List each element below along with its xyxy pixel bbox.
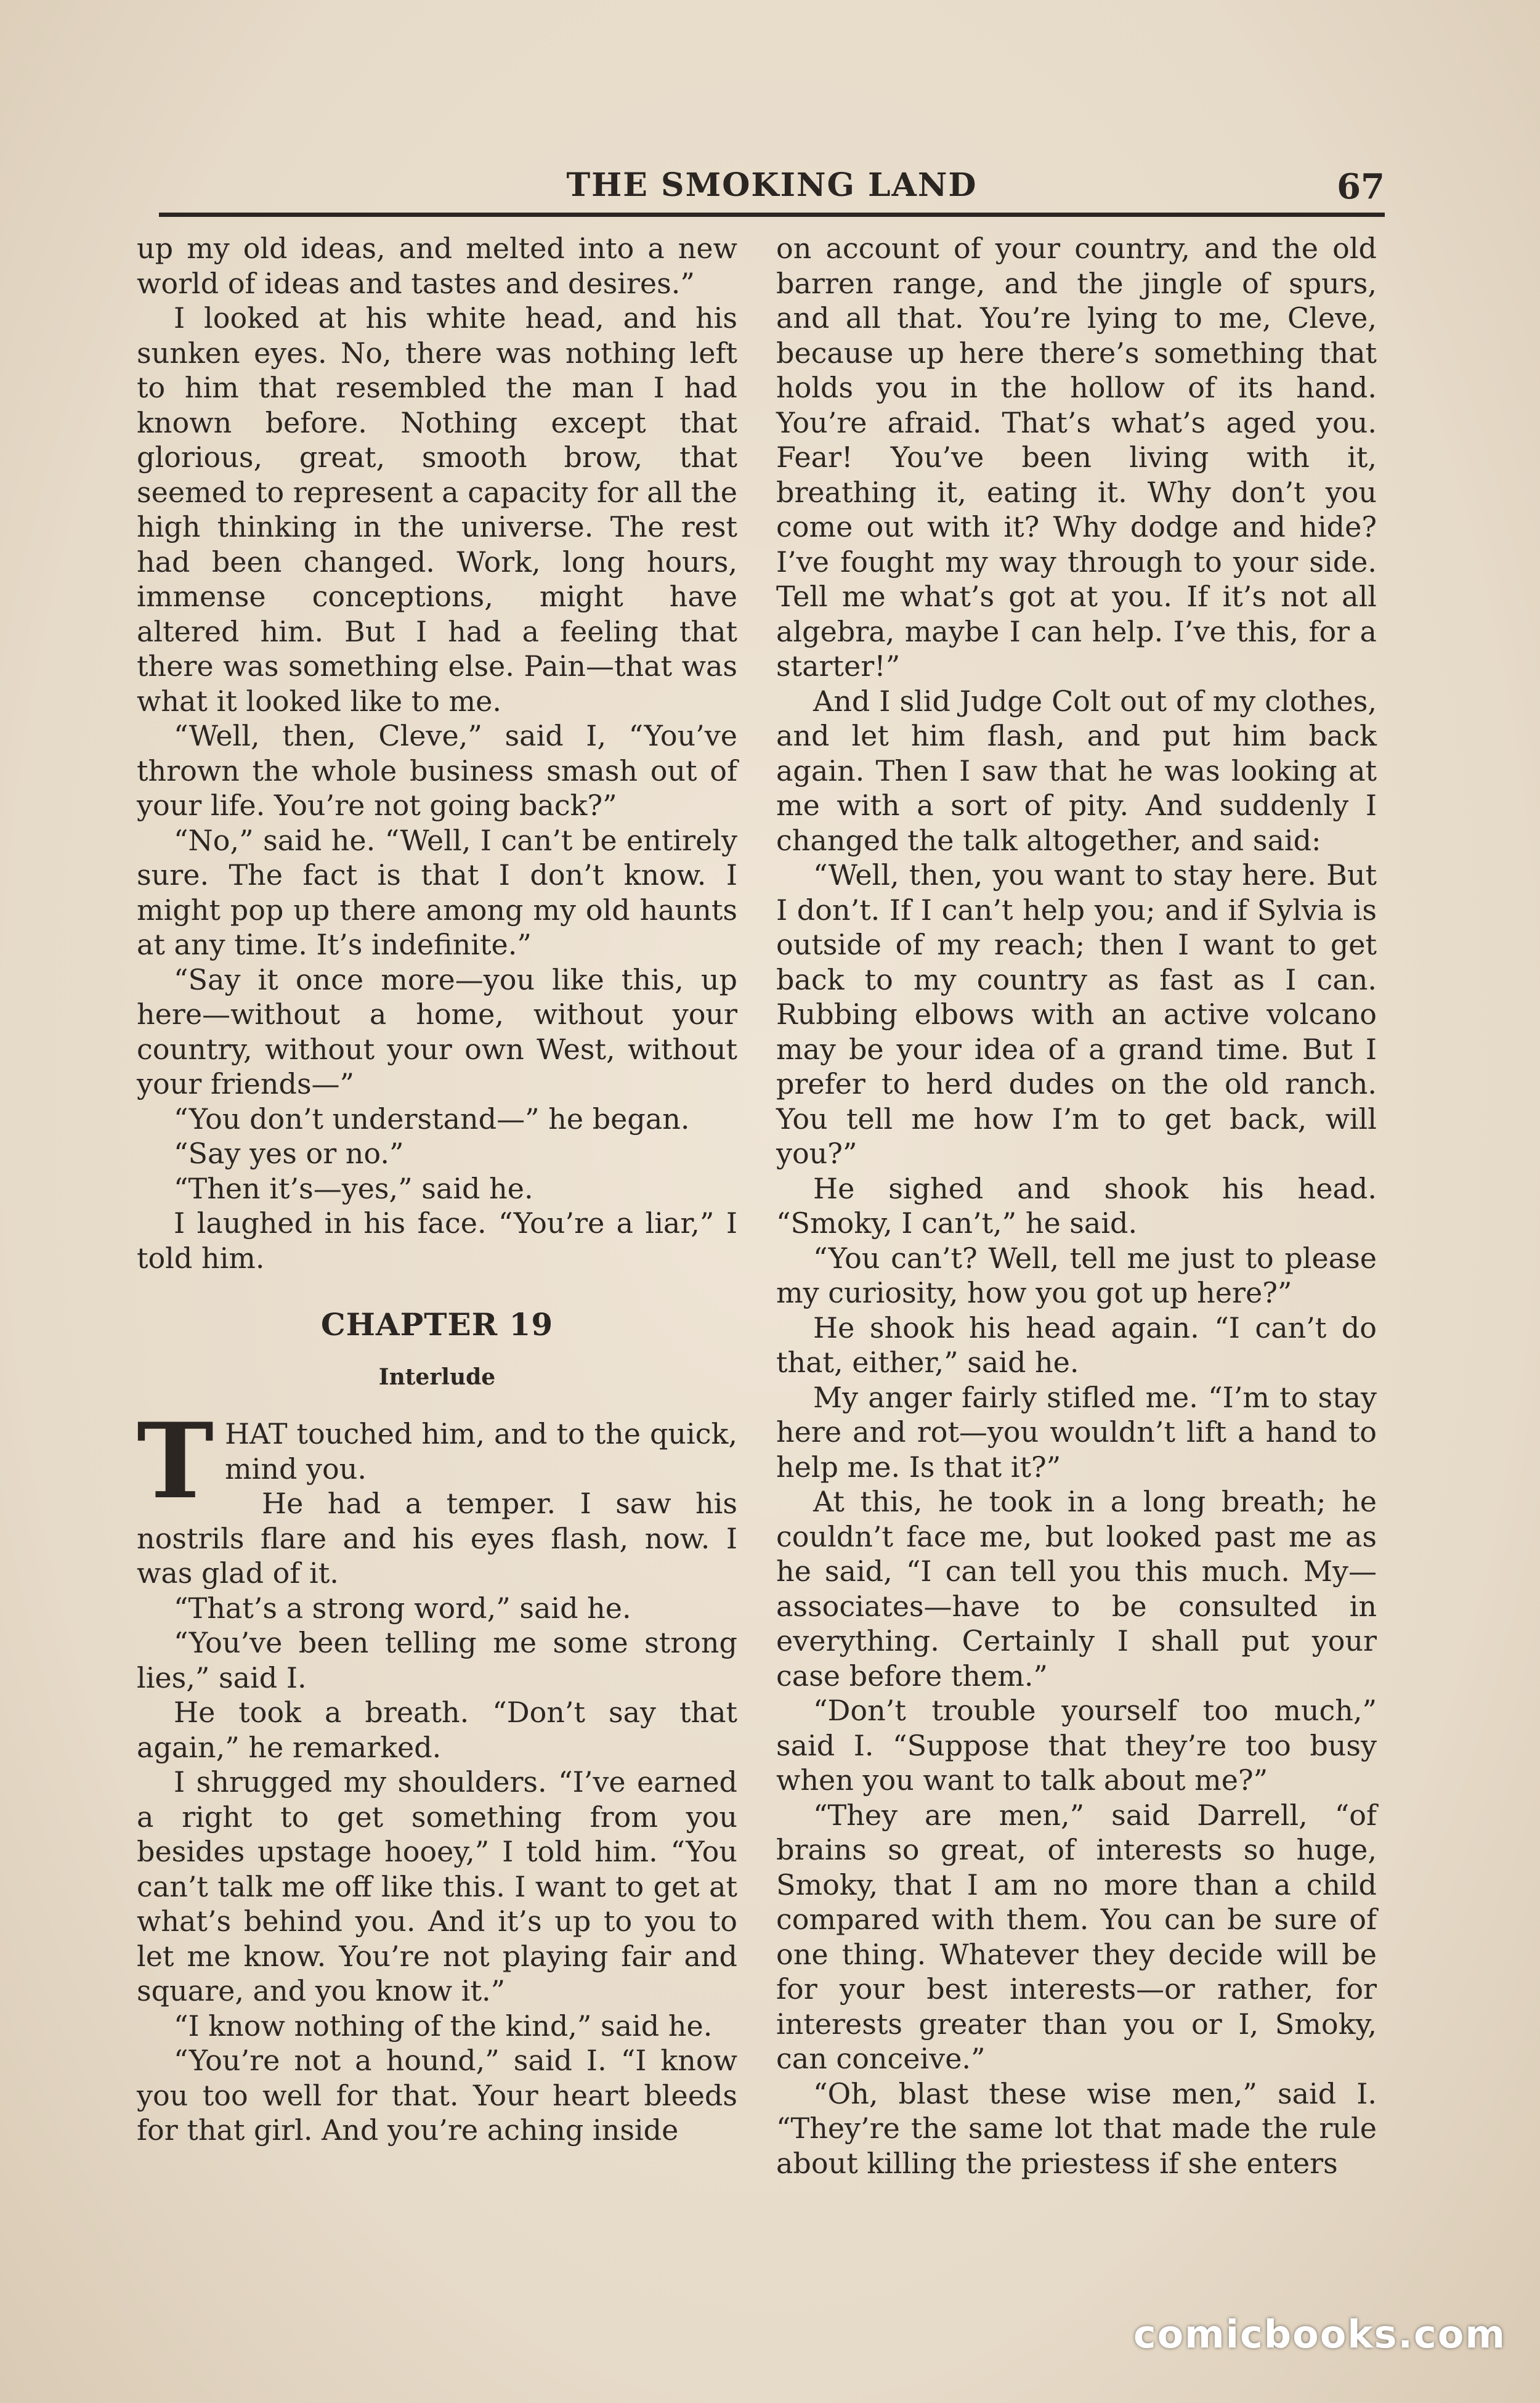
paragraph: “Say yes or no.”: [174, 1137, 404, 1170]
paragraph: “You can’t? Well, tell me just to please my curiosity, how you got up here?”: [776, 1241, 1377, 1309]
paragraph: “Then it’s—yes,” said he.: [174, 1171, 533, 1205]
paragraph: up my old ideas, and melted into a new world of ideas and tastes and desires.”: [137, 232, 737, 300]
header-rule: [159, 213, 1385, 217]
chapter-opening-paragraph: [137, 1400, 737, 1522]
paragraph: “They are men,” said Darrell, “of brains so great, of interests so huge, Smoky, that I am no more than a child compared with them. You can be sure of one thing. Whatever they decide will be for your best interests—or rather, for interests greater than you or I, Smoky, can conceive.”: [776, 1798, 1377, 2075]
paragraph: My anger fairly stifled me. “I’m to stay here and rot—you wouldn’t lift a hand to help me. Is that it?”: [776, 1380, 1377, 1484]
paragraph: He shook his head again. “I can’t do that, either,” said he.: [776, 1311, 1377, 1379]
running-title: THE SMOKING LAND: [566, 166, 978, 204]
site-watermark: comicbooks.com: [1133, 2312, 1506, 2357]
drop-cap: T: [137, 1400, 214, 1522]
paragraph: I shrugged my shoulders. “I’ve earned a right to get something from you besides upstage hooey,” I told him. “You can’t talk me off like this. I want to get at what’s behind you. And it’s up to you to let me know. You’re not playing fair and square, and you know it.”: [137, 1765, 737, 2007]
paragraph: And I slid Judge Colt out of my clothes, and let him flash, and put him back again. Then I saw that he was looking at me with a sort of pity. And suddenly I changed the talk altogether, and said:: [776, 684, 1377, 857]
page-number: 67: [1337, 166, 1385, 207]
right-column: [776, 231, 1377, 2181]
paragraph: “That’s a strong word,” said he.: [174, 1591, 631, 1625]
paragraph: “You’re not a hound,” said I. “I know you too well for that. Your heart bleeds for that girl. And you’re aching inside: [137, 2044, 737, 2147]
paragraph: “No,” said he. “Well, I can’t be entirely sure. The fact is that I don’t know. I might pop up there among my old haunts at any time. It’s indefinite.”: [137, 823, 737, 961]
opening-text: HAT touched him, and to the quick, mind you.: [225, 1417, 737, 1486]
paragraph: He took a breath. “Don’t say that again,” he remarked.: [137, 1696, 737, 1764]
paragraph: “You’ve been telling me some strong lies,” said I.: [137, 1626, 737, 1694]
paragraph: on account of your country, and the old barren range, and the jingle of spurs, and all that. You’re lying to me, Cleve, because up here there’s something that holds you in the hollow of its hand. You’re afraid. That’s what’s aged you. Fear! You’ve been living with it, breathing it, eating it. Why don’t you come out with it? Why dodge and hide? I’ve fought my way through to your side. Tell me what’s got at you. If it’s not all algebra, maybe I can help. I’ve this, for a starter!”: [776, 232, 1377, 683]
paragraph: At this, he took in a long breath; he couldn’t face me, but looked past me as he said, “I can tell you this much. My—associates—have to be consulted in everything. Certainly I shall put your case before them.”: [776, 1485, 1377, 1693]
chapter-heading: CHAPTER 19: [320, 1306, 554, 1343]
paragraph: “You don’t understand—” he began.: [174, 1102, 690, 1136]
paragraph: “Don’t trouble yourself too much,” said I. “Suppose that they’re too busy when you want to talk about me?”: [776, 1694, 1377, 1797]
paragraph: “Well, then, you want to stay here. But I don’t. If I can’t help you; and if Sylvia is outside of my reach; then I want to get back to my country as fast as I can. Rubbing elbows with an active volcano may be your idea of a grand time. But I prefer to herd dudes on the old ranch. You tell me how I’m to get back, will you?”: [776, 858, 1377, 1170]
paragraph: He sighed and shook his head. “Smoky, I can’t,” he said.: [776, 1171, 1377, 1240]
paragraph: “Well, then, Cleve,” said I, “You’ve thrown the whole business smash out of your life. You’re not going back?”: [137, 719, 737, 822]
paragraph: He had a temper. I saw his nostrils flare and his eyes flash, now. I was glad of it.: [137, 1487, 737, 1590]
paragraph: I looked at his white head, and his sunken eyes. No, there was nothing left to him that resembled the man I had known before. Nothing except that glorious, great, smooth brow, that seemed to represent a capacity for all the high thinking in the universe. The rest had been changed. Work, long hours, immense conceptions, might have altered him. But I had a feeling that there was something else. Pain—that was what it looked like to me.: [137, 301, 738, 718]
paragraph: “Say it once more—you like this, up here—without a home, without your country, without your own West, without your friends—”: [137, 962, 737, 1100]
left-column: [137, 231, 737, 2148]
page-header: [159, 166, 1385, 209]
paragraph: I laughed in his face. “You’re a liar,” I told him.: [137, 1206, 737, 1275]
paragraph: “I know nothing of the kind,” said he.: [174, 2009, 713, 2043]
paragraph: “Oh, blast these wise men,” said I. “They’re the same lot that made the rule about killing the priestess if she enters: [776, 2076, 1377, 2180]
chapter-subtitle: Interlude: [378, 1364, 496, 1390]
